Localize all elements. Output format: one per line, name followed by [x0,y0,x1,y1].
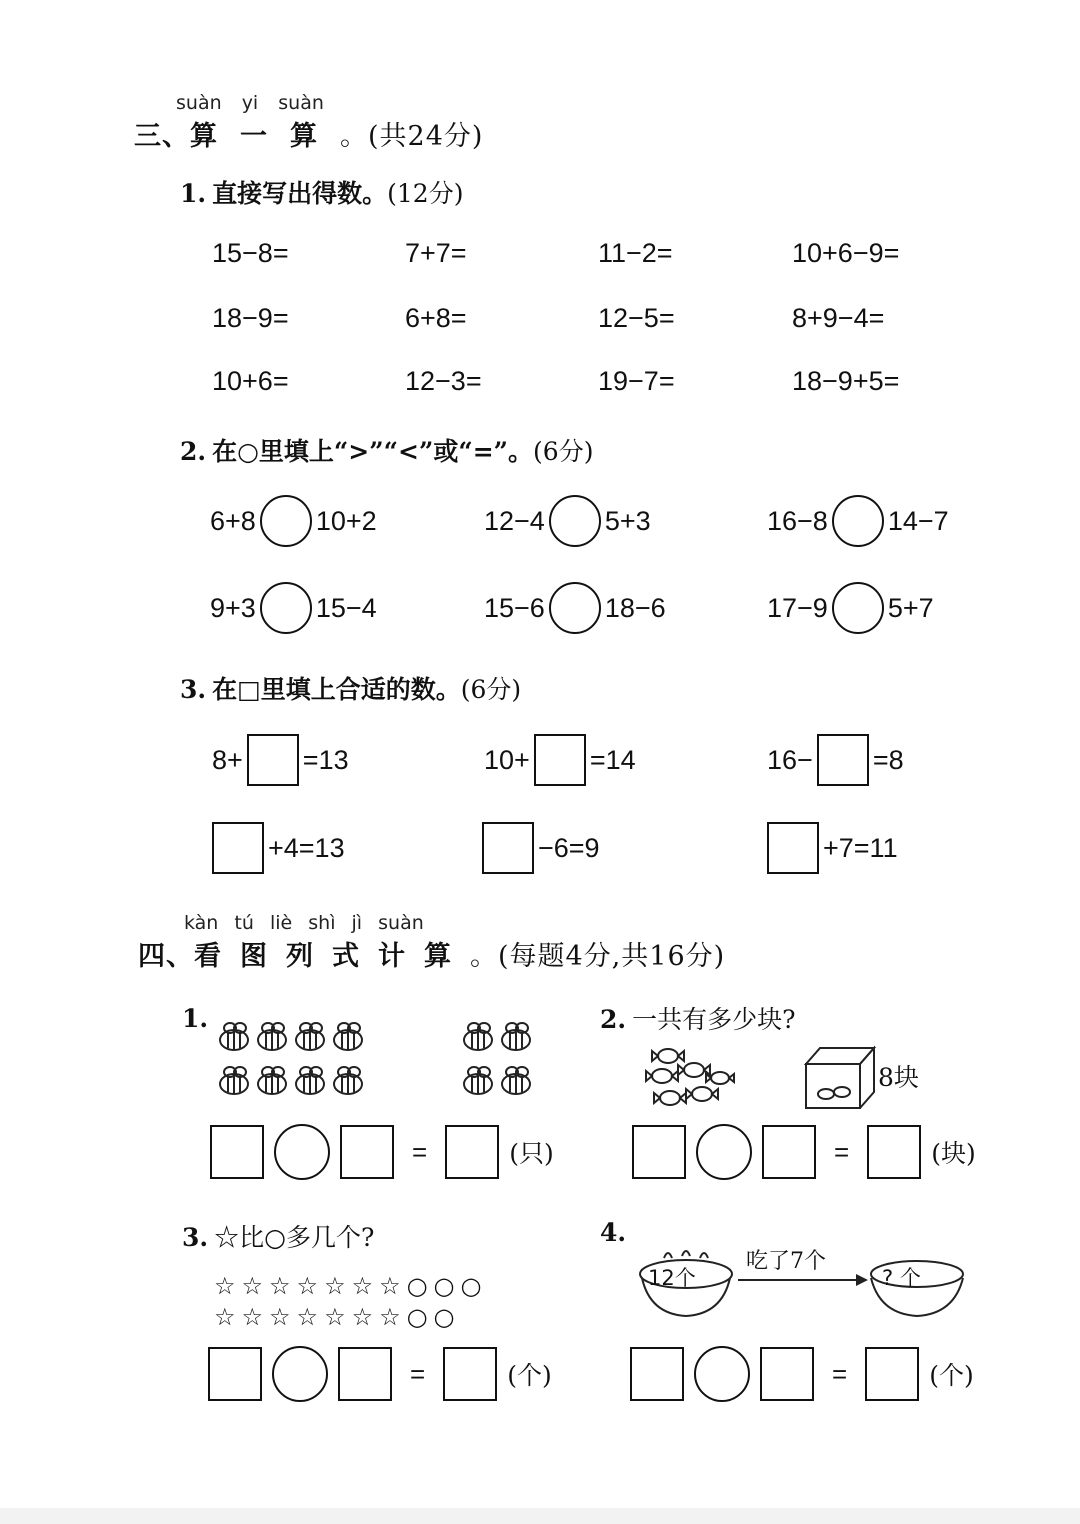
compare-right: 10+2 [315,505,377,536]
compare-right: 14−7 [887,505,949,536]
pinyin-suan: suàn [378,912,424,934]
bee-icon [334,1067,362,1094]
pinyin-lie: liè [269,912,293,934]
fill-after: +4=13 [268,832,345,863]
pinyin-suan: suàn [176,92,222,114]
candy-pile-illustration [640,1040,740,1114]
arrow-right-icon [736,1272,870,1288]
q2-points: (6分) [533,437,594,466]
compare-right: 15−4 [315,592,377,623]
fill-after: =13 [302,744,349,775]
candy-icon [652,1049,684,1063]
pinyin-suan-2: suàn [278,92,324,114]
candy-icon [686,1087,718,1101]
q1-eq: 10+6= [212,366,289,396]
fill-after: +7=11 [823,832,898,863]
bee-icon [464,1067,492,1094]
title-char: 图 [240,941,268,972]
operator-circle[interactable] [696,1124,752,1180]
compare-item [484,495,651,547]
bee-icon [296,1023,324,1050]
circle-icon: ○ [264,1223,286,1252]
p3-text: 比 [239,1223,265,1252]
equals-sign: = [412,1136,428,1167]
q1-eq: 7+7= [405,238,467,268]
q2-heading [180,432,593,468]
q2-text: 在○里填上“>”“<”或“=”。 [212,437,534,466]
bee-icon [296,1067,324,1094]
operator-circle[interactable] [272,1346,328,1402]
compare-left: 6+8 [210,505,256,536]
fill-after: −6=9 [538,832,600,863]
p2-answer-row [632,1124,976,1180]
section4-points: 。(每题4分,共16分) [470,941,726,972]
answer-box[interactable] [443,1347,497,1401]
answer-box[interactable] [867,1125,921,1179]
answer-box[interactable] [865,1347,919,1401]
q1-text: 直接写出得数。 [212,179,388,208]
compare-item [210,495,377,547]
candy-box-icon [800,1042,880,1114]
pinyin-tu: tú [234,912,254,934]
p2-heading [600,1000,796,1036]
compare-left: 16−8 [767,505,828,536]
fill-answer-box[interactable] [817,734,869,786]
q1-eq: 6+8= [405,303,467,333]
p3-number: 3. [182,1223,209,1252]
shapes-row-1: ☆☆☆☆☆☆☆○○○ [214,1272,488,1300]
fill-item [763,822,898,874]
bowl1-label: 12个 [648,1266,696,1290]
q3-points: (6分) [460,675,522,704]
section3-title [134,114,483,153]
unit-label: (个) [507,1361,552,1390]
fill-answer-box[interactable] [767,822,819,874]
pinyin-kan: kàn [184,912,219,934]
compare-right: 5+7 [887,592,934,623]
operator-circle[interactable] [694,1346,750,1402]
fill-after: =14 [589,744,636,775]
shapes-row-2: ☆☆☆☆☆☆☆○○ [214,1303,461,1331]
bee-icon [220,1023,248,1050]
candy-icon [646,1069,678,1083]
p3-answer-row [208,1346,552,1402]
fill-before: 16− [767,744,813,775]
section3-number: 三、 [134,121,190,152]
compare-answer-circle[interactable] [260,495,312,547]
fill-item [484,734,636,786]
p2-number: 2. [600,1005,627,1034]
compare-item [210,582,377,634]
compare-left: 12−4 [484,505,545,536]
fill-item [208,822,345,874]
operator-circle[interactable] [274,1124,330,1180]
pinyin-yi: yi [241,92,259,114]
q1-eq: 19−7= [598,366,675,396]
q3-number: 3. [180,675,207,704]
bee-icon [334,1023,362,1050]
section4-pinyin [184,912,424,934]
title-char: 一 [240,121,268,152]
equals-sign: = [834,1136,850,1167]
answer-box[interactable] [630,1347,684,1401]
compare-answer-circle[interactable] [832,495,884,547]
bee-icon [258,1067,286,1094]
arrow-label: 吃了7个 [746,1249,826,1274]
p1-answer-row [210,1124,554,1180]
compare-left: 15−6 [484,592,545,623]
compare-answer-circle[interactable] [832,582,884,634]
fill-answer-box[interactable] [212,822,264,874]
fill-item [212,734,349,786]
p3-text: 多几个? [285,1223,375,1252]
section3-pinyin [176,92,324,114]
q1-eq: 18−9+5= [792,366,900,396]
unit-label: (块) [931,1139,976,1168]
q2-number: 2. [180,437,207,466]
compare-answer-circle[interactable] [549,495,601,547]
compare-left: 17−9 [767,592,828,623]
fill-before: 8+ [212,744,243,775]
fill-after: =8 [872,744,904,775]
compare-left: 9+3 [210,592,256,623]
compare-answer-circle[interactable] [260,582,312,634]
compare-item [767,495,949,547]
bees-illustration [212,1016,552,1106]
answer-box[interactable] [340,1125,394,1179]
q1-eq: 8+9−4= [792,303,885,333]
answer-box[interactable] [762,1125,816,1179]
bee-icon [502,1023,530,1050]
compare-item [484,582,666,634]
q1-eq: 15−8= [212,238,289,268]
compare-right: 18−6 [604,592,666,623]
answer-box[interactable] [208,1347,262,1401]
answer-box[interactable] [210,1125,264,1179]
pinyin-ji: jì [351,912,363,934]
section3-points: 。(共24分) [340,121,484,152]
title-char: 算 [190,121,218,152]
q1-number: 1. [180,179,207,208]
q3-heading [180,670,521,706]
fill-item [478,822,600,874]
bee-icon [258,1023,286,1050]
q1-eq: 18−9= [212,303,289,333]
title-char: 算 [424,941,452,972]
fill-item [767,734,904,786]
p1-number: 1. [182,1004,209,1033]
q1-eq: 12−5= [598,303,675,333]
bee-icon [502,1067,530,1094]
unit-label: (只) [509,1139,554,1168]
equals-sign: = [832,1358,848,1389]
p4-number: 4. [600,1218,627,1247]
q1-heading [180,174,463,210]
star-icon: ☆ [214,1223,240,1252]
title-char: 式 [332,941,360,972]
q1-points: (12分) [387,179,464,208]
p3-heading [182,1218,374,1254]
bee-icon [220,1067,248,1094]
answer-box[interactable] [338,1347,392,1401]
p2-text: 一共有多少块? [632,1005,796,1034]
title-char: 看 [194,941,222,972]
q1-eq: 10+6−9= [792,238,900,268]
p4-answer-row [630,1346,974,1402]
answer-box[interactable] [632,1125,686,1179]
equals-sign: = [410,1358,426,1389]
q3-text: 在□里填上合适的数。 [212,675,461,704]
title-char: 算 [290,121,318,152]
compare-right: 5+3 [604,505,651,536]
unit-label: (个) [929,1361,974,1390]
candy-icon [654,1091,686,1105]
answer-box[interactable] [445,1125,499,1179]
q1-eq: 12−3= [405,366,482,396]
section4-number: 四、 [138,941,194,972]
fill-answer-box[interactable] [247,734,299,786]
page-bottom-strip [0,1508,1080,1524]
bowl2-label: ? 个 [882,1266,921,1290]
section4-title [138,934,725,973]
bee-icon [464,1023,492,1050]
answer-box[interactable] [760,1347,814,1401]
compare-answer-circle[interactable] [549,582,601,634]
candy-box-label: 8块 [878,1063,919,1092]
title-char: 列 [286,941,314,972]
pinyin-shi: shì [308,912,336,934]
fill-before: 10+ [484,744,530,775]
q1-eq: 11−2= [598,238,673,268]
compare-item [767,582,934,634]
fill-answer-box[interactable] [482,822,534,874]
fill-answer-box[interactable] [534,734,586,786]
title-char: 计 [378,941,406,972]
